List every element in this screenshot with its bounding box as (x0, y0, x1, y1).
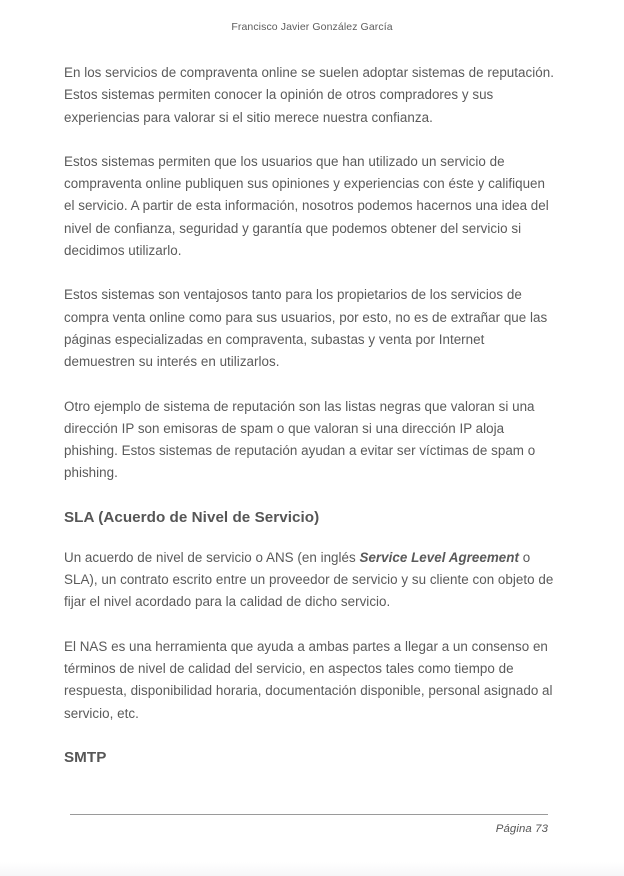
heading-smtp: SMTP (64, 748, 107, 766)
footer-divider (70, 814, 548, 815)
paragraph-blacklists: Otro ejemplo de sistema de reputación son las listas negras que valoran si una dirección IP son emisoras de spam o que valoran si una dirección IP aloja phishing. Estos sistemas de reputación ayudan a evitar ser víctimas de spam o phishing. (64, 398, 536, 481)
page-footer (70, 814, 548, 835)
heading-sla: SLA (Acuerdo de Nivel de Servicio) (64, 508, 320, 526)
paragraph-reputation-systems-intro: En los servicios de compraventa online se suelen adoptar sistemas de reputación. Estos sistemas permiten conocer la opinión de otros compradores y sus experiencias para valorar si el sitio merece nuestra confianza. (64, 65, 554, 125)
sla-definition-text-before: Un acuerdo de nivel de servicio o ANS (en inglés (64, 549, 360, 565)
footer-page-number: Página 73 (495, 823, 548, 835)
paragraph-nas-consensus: El NAS es una herramienta que ayuda a ambas partes a llegar a un consenso en términos de nivel de calidad del servicio, en aspectos tales como tiempo de respuesta, disponibilidad horaria, documentación disponible, personal asignado al servicio, etc. (64, 638, 553, 721)
paragraph-user-reviews: Estos sistemas permiten que los usuarios que han utilizado un servicio de compraventa online publiquen sus opiniones y experiencias con éste y califiquen el servicio. A partir de esta información, nosotros podemos hacernos una idea del nivel de confianza, seguridad y garantía que podemos obtener del servicio si decidimos utilizarlo. (64, 153, 549, 259)
paragraph-sla-definition (64, 547, 558, 614)
running-header-author: Francisco Javier González García (231, 21, 393, 33)
sla-definition-emphasis: Service Level Agreement (359, 549, 519, 565)
page-bottom-edge (0, 862, 624, 876)
paragraph-advantages: Estos sistemas son ventajosos tanto para los propietarios de los servicios de compra venta online como para sus usuarios, por esto, no es de extrañar que las páginas especializadas en compraventa, subastas y venta por Internet demuestren su interés en utilizarlos. (64, 287, 548, 370)
document-body (64, 62, 558, 769)
sla-definition-text-after: o SLA), un contrato escrito entre un proveedor de servicio y su cliente con objeto de fijar el nivel acordado para la calidad de dicho servicio. (64, 549, 554, 610)
